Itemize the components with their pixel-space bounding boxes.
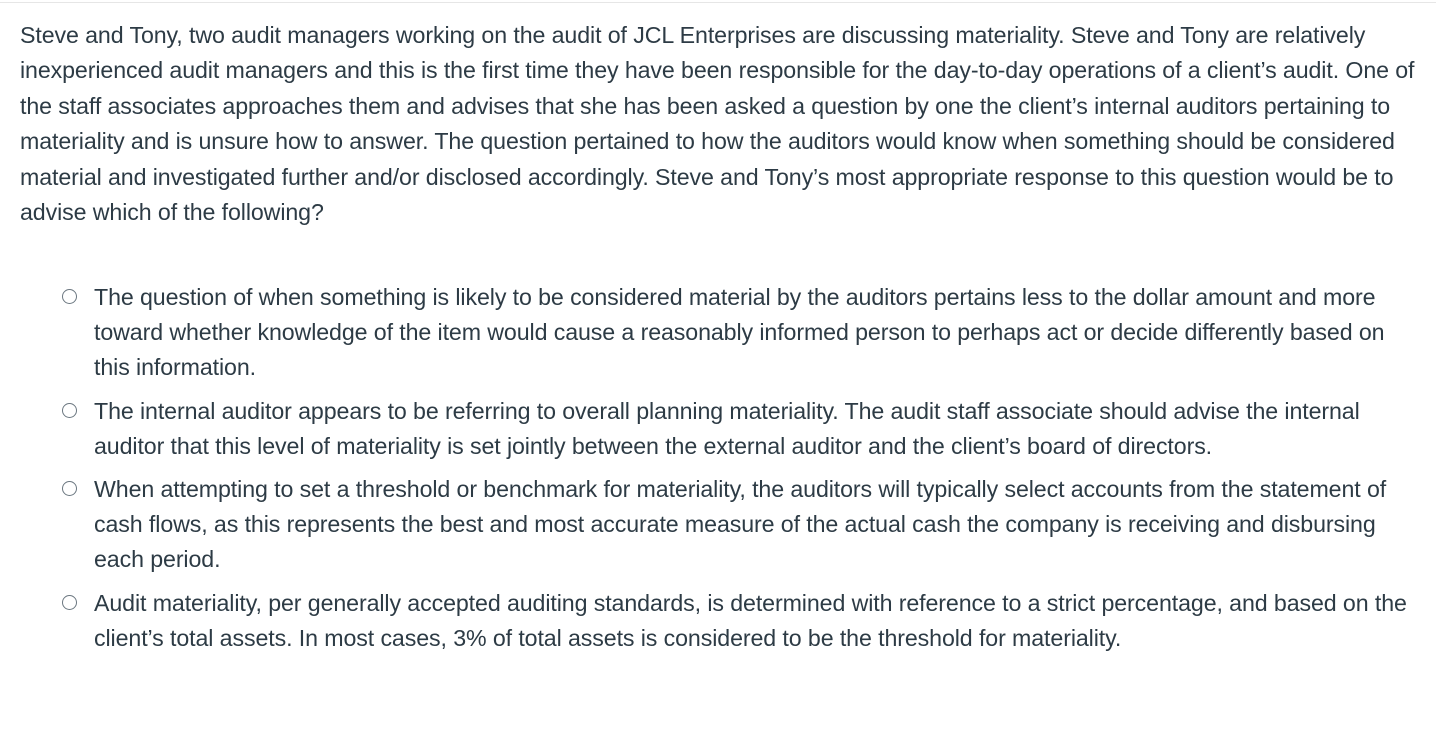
radio-button-icon[interactable] bbox=[62, 403, 77, 418]
answer-list bbox=[60, 280, 1420, 664]
radio-button-icon[interactable] bbox=[62, 481, 77, 496]
top-divider bbox=[0, 2, 1436, 3]
answer-option-2[interactable] bbox=[60, 394, 1420, 464]
answer-option-label: The question of when something is likely to be considered material by the auditors pertains less to the dollar amount and more toward whether knowledge of the item would cause a reasonably informed person to perhaps act or decide differently based on this information. bbox=[94, 284, 1385, 381]
question-text: Steve and Tony, two audit managers working on the audit of JCL Enterprises are discussing materiality. Steve and Tony are relatively inexperienced audit managers and this is the first time they have been responsible for the day-to-day operations of a client’s audit. One of the staff associates approaches them and advises that she has been asked a question by one the client’s internal auditors pertaining to materiality and is unsure how to answer. The question pertained to how the auditors would know when something should be considered material and investigated further and/or disclosed accordingly. Steve and Tony’s most appropriate response to this question would be to advise which of the following? bbox=[20, 22, 1415, 226]
answer-option-label: The internal auditor appears to be referring to overall planning materiality. The audit staff associate should advise the internal auditor that this level of materiality is set jointly between the external auditor and the client’s board of directors. bbox=[94, 397, 1360, 459]
answer-option-label: When attempting to set a threshold or benchmark for materiality, the auditors will typically select accounts from the statement of cash flows, as this represents the best and most accurate measure of the actual cash the company is receiving and disbursing each period. bbox=[94, 476, 1387, 573]
radio-button-icon[interactable] bbox=[62, 289, 77, 304]
answer-option-label: Audit materiality, per generally accepted auditing standards, is determined with reference to a strict percentage, and based on the client’s total assets. In most cases, 3% of total assets is considered to be the threshold for materiality. bbox=[94, 589, 1407, 651]
answer-option-4[interactable] bbox=[60, 586, 1420, 656]
radio-button-icon[interactable] bbox=[62, 595, 77, 610]
answer-option-3[interactable] bbox=[60, 472, 1420, 578]
answer-option-1[interactable] bbox=[60, 280, 1420, 386]
